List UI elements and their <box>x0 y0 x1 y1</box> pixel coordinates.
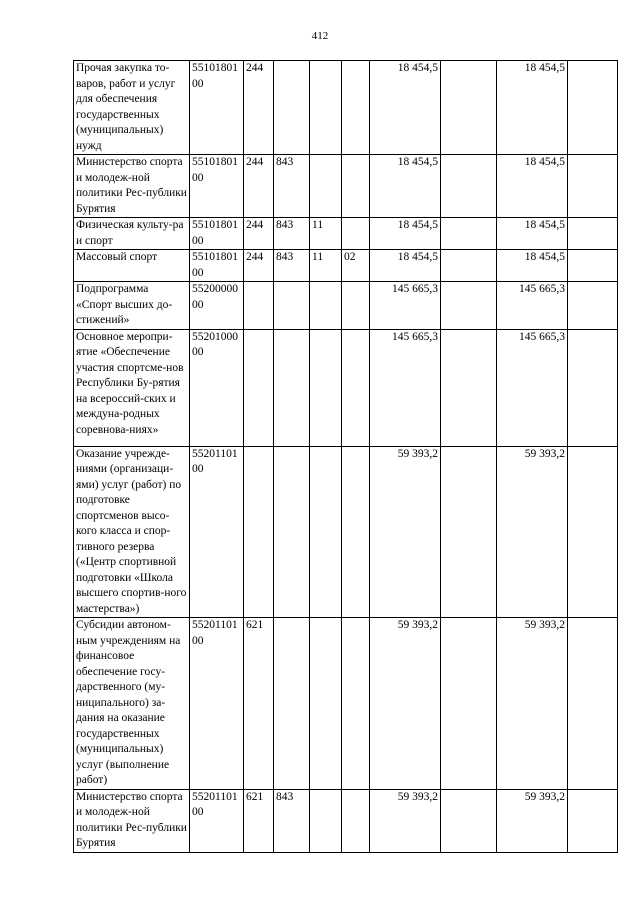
cell-vr: 621 <box>244 789 274 852</box>
cell-name: Массовый спорт <box>74 250 190 282</box>
table-row <box>74 329 618 446</box>
cell-pr <box>342 61 370 155</box>
cell-vr: 244 <box>244 218 274 250</box>
table-row <box>74 446 618 618</box>
cell-sum-1: 59 393,2 <box>370 618 441 790</box>
cell-pr <box>342 618 370 790</box>
cell-col-10 <box>568 329 618 446</box>
cell-pr <box>342 446 370 618</box>
cell-rz: 11 <box>310 218 342 250</box>
page-number: 412 <box>311 30 329 42</box>
cell-col-10 <box>568 446 618 618</box>
cell-rz <box>310 329 342 446</box>
cell-sum-2: 59 393,2 <box>497 446 568 618</box>
cell-pr: 02 <box>342 250 370 282</box>
cell-vr <box>244 329 274 446</box>
table-row <box>74 789 618 852</box>
table-row <box>74 218 618 250</box>
cell-name: Физическая культу-ра и спорт <box>74 218 190 250</box>
cell-gr: 843 <box>274 789 310 852</box>
cell-sum-2: 59 393,2 <box>497 618 568 790</box>
cell-pr <box>342 282 370 330</box>
cell-col-8 <box>441 61 497 155</box>
cell-col-8 <box>441 282 497 330</box>
cell-rz <box>310 789 342 852</box>
cell-rz <box>310 61 342 155</box>
cell-col-10 <box>568 618 618 790</box>
cell-vr: 244 <box>244 61 274 155</box>
cell-sum-1: 145 665,3 <box>370 282 441 330</box>
cell-rz <box>310 618 342 790</box>
cell-gr: 843 <box>274 218 310 250</box>
cell-col-10 <box>568 282 618 330</box>
cell-name: Министерство спорта и молодеж-ной политики Рес-публики Бурятия <box>74 789 190 852</box>
cell-gr <box>274 618 310 790</box>
cell-col-10 <box>568 789 618 852</box>
cell-name: Подпрограмма «Спорт высших до-стижений» <box>74 282 190 330</box>
cell-csr: 55101801 00 <box>190 250 244 282</box>
cell-sum-1: 18 454,5 <box>370 61 441 155</box>
cell-rz <box>310 282 342 330</box>
cell-csr: 55201101 00 <box>190 446 244 618</box>
cell-col-8 <box>441 250 497 282</box>
cell-vr <box>244 282 274 330</box>
cell-sum-1: 59 393,2 <box>370 789 441 852</box>
cell-gr <box>274 446 310 618</box>
cell-sum-1: 18 454,5 <box>370 250 441 282</box>
cell-gr: 843 <box>274 155 310 218</box>
cell-col-8 <box>441 446 497 618</box>
cell-sum-2: 18 454,5 <box>497 155 568 218</box>
cell-csr: 55101801 00 <box>190 155 244 218</box>
cell-name: Министерство спорта и молодеж-ной политики Рес-публики Бурятия <box>74 155 190 218</box>
table-row <box>74 618 618 790</box>
cell-sum-2: 18 454,5 <box>497 61 568 155</box>
cell-sum-1: 18 454,5 <box>370 218 441 250</box>
cell-sum-1: 145 665,3 <box>370 329 441 446</box>
cell-rz: 11 <box>310 250 342 282</box>
cell-col-8 <box>441 789 497 852</box>
cell-gr <box>274 61 310 155</box>
cell-vr <box>244 446 274 618</box>
table-row <box>74 250 618 282</box>
budget-table <box>73 60 618 853</box>
cell-pr <box>342 329 370 446</box>
cell-name: Основное меропри-ятие «Обеспечение участия спортсме-нов Республики Бу-рятия на всероссий-ских и междуна-родных соревнова-ниях» <box>74 329 190 446</box>
cell-gr: 843 <box>274 250 310 282</box>
cell-col-8 <box>441 155 497 218</box>
cell-csr: 55101801 00 <box>190 61 244 155</box>
cell-pr <box>342 789 370 852</box>
table-row <box>74 155 618 218</box>
cell-csr: 55101801 00 <box>190 218 244 250</box>
cell-sum-1: 18 454,5 <box>370 155 441 218</box>
cell-vr: 621 <box>244 618 274 790</box>
cell-name: Оказание учрежде-ниями (организаци-ями) услуг (работ) по подготовке спортсменов высо-кого класса и спор-тивного резерва («Центр спортивной подготовки «Школа высшего спортив-ного мастерства») <box>74 446 190 618</box>
cell-csr: 55201101 00 <box>190 789 244 852</box>
cell-col-8 <box>441 218 497 250</box>
cell-col-8 <box>441 329 497 446</box>
cell-csr: 55200000 00 <box>190 282 244 330</box>
cell-vr: 244 <box>244 250 274 282</box>
cell-vr: 244 <box>244 155 274 218</box>
cell-gr <box>274 329 310 446</box>
cell-pr <box>342 218 370 250</box>
cell-col-10 <box>568 155 618 218</box>
table-row <box>74 282 618 330</box>
cell-sum-2: 18 454,5 <box>497 218 568 250</box>
cell-col-8 <box>441 618 497 790</box>
cell-sum-1: 59 393,2 <box>370 446 441 618</box>
cell-rz <box>310 446 342 618</box>
cell-sum-2: 18 454,5 <box>497 250 568 282</box>
cell-sum-2: 145 665,3 <box>497 282 568 330</box>
cell-col-10 <box>568 218 618 250</box>
cell-csr: 55201101 00 <box>190 618 244 790</box>
table-row <box>74 61 618 155</box>
cell-rz <box>310 155 342 218</box>
cell-col-10 <box>568 250 618 282</box>
cell-gr <box>274 282 310 330</box>
cell-sum-2: 59 393,2 <box>497 789 568 852</box>
cell-name: Прочая закупка то-варов, работ и услуг для обеспечения государственных (муниципальных) нужд <box>74 61 190 155</box>
cell-sum-2: 145 665,3 <box>497 329 568 446</box>
cell-pr <box>342 155 370 218</box>
cell-name: Субсидии автоном-ным учреждениям на финансовое обеспечение госу-дарственного (му-ниципального) за-дания на оказание государственных (муниципальных) услуг (выполнение работ) <box>74 618 190 790</box>
cell-col-10 <box>568 61 618 155</box>
cell-csr: 55201000 00 <box>190 329 244 446</box>
